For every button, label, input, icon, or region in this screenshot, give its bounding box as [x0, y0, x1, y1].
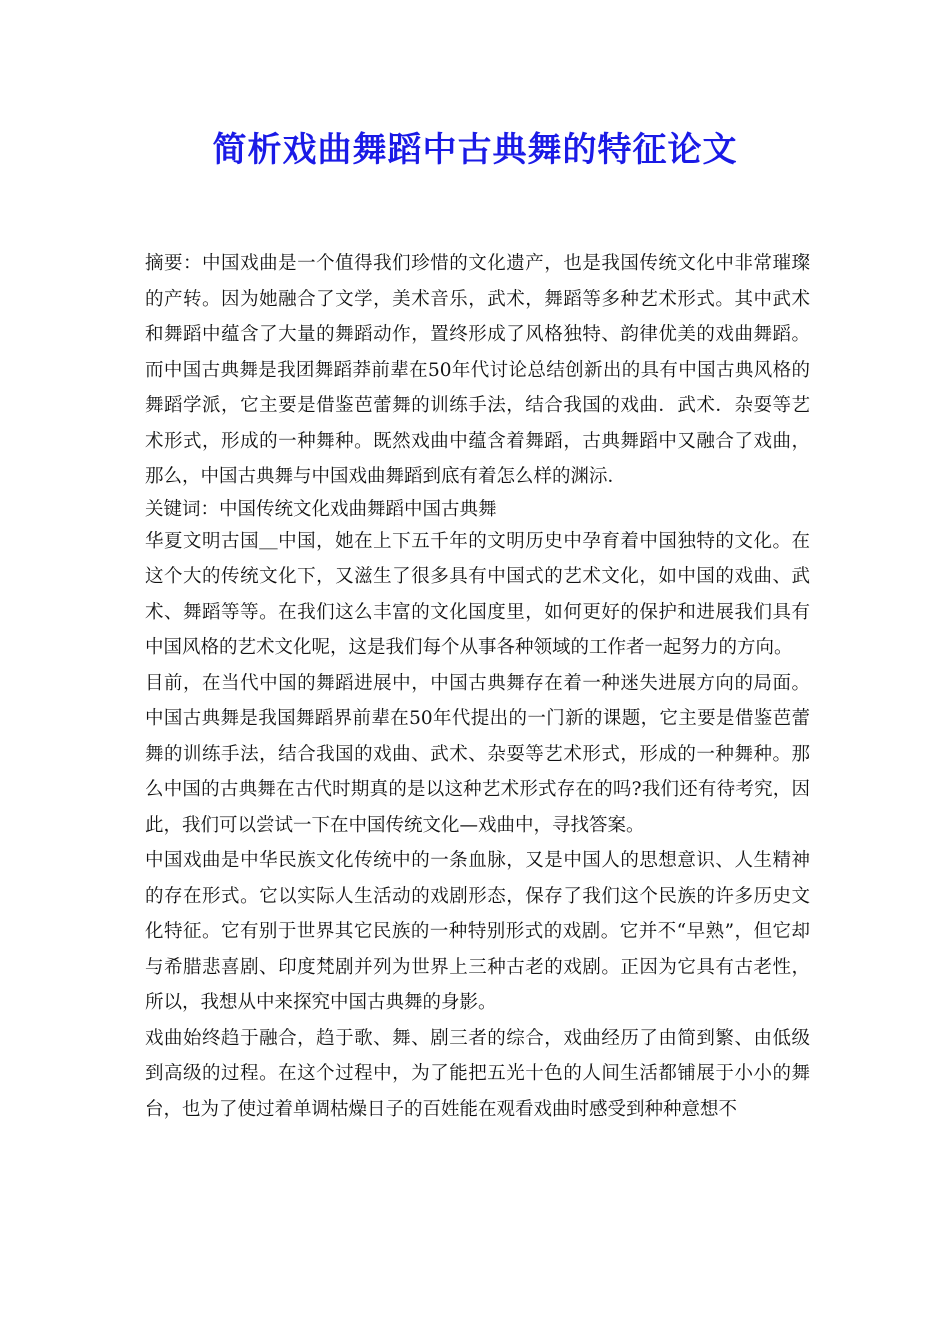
body-paragraph: 中国戏曲是中华民族文化传统中的一条血脉，又是中国人的思想意识、人生精神的存在形式。它以实际人生活动的戏剧形态，保存了我们这个民族的许多历史文化特征。它有别于世界其它民族的一种特别形式的戏剧。它并不“早熟”，但它却与希腊悲喜剧、印度梵剧并列为世界上三种古老的戏剧。正因为它具有古老性，所以，我想从中来探究中国古典舞的身影。 [145, 850, 810, 1013]
abstract-paragraph: 摘要：中国戏曲是一个值得我们珍惜的文化遗产，也是我国传统文化中非常璀璨的产转。因为她融合了文学，美术音乐，武术，舞蹈等多种艺术形式。其中武术和舞蹈中蕴含了大量的舞蹈动作，置终形成了风格独特、韵律优美的戏曲舞蹈。而中国古典舞是我团舞蹈莽前辈在50年代讨论总结创新出的具有中国古典风格的舞蹈学派，它主要是借鉴芭蕾舞的训练手法，结合我国的戏曲．武术．杂耍等艺术形式，形成的一种舞种。既然戏曲中蕴含着舞蹈，古典舞蹈中又融合了戏曲，那么，中国古典舞与中国戏曲舞蹈到底有着怎么样的渊沶． [145, 253, 810, 487]
page-title: 简析戏曲舞蹈中古典舞的特征论文 [212, 130, 738, 170]
body-paragraph: 华夏文明古国＿中国，她在上下五千年的文明历史中孕育着中国独特的文化。在这个大的传统文化下，又滋生了很多具有中国式的艺术文化，如中国的戏曲、武术、舞蹈等等。在我们这么丰富的文化国度里，如何更好的保护和进展我们具有中国风格的艺术文化呢，这是我们每个从事各种领域的工作者一起努力的方向。 [145, 530, 810, 658]
article-body [145, 246, 810, 1127]
body-paragraph: 目前，在当代中国的舞蹈进展中，中国古典舞存在着一种迷失进展方向的局面。中国古典舞是我国舞蹈界前辈在50年代提出的一门新的课题，它主要是借鉴芭蕾舞的训练手法，结合我国的戏曲、武术、杂耍等艺术形式，形成的一种舞种。那么中国的古典舞在古代时期真的是以这种艺术形式存在的吗?我们还有待考究，因此，我们可以尝试一下在中国传统文化—戏曲中，寻找答案。 [145, 672, 810, 836]
body-paragraph: 戏曲始终趋于融合，趋于歌、舞、剧三者的综合，戏曲经历了由简到繁、由低级到高级的过程。在这个过程中，为了能把五光十色的人间生活都铺展于小小的舞台，也为了使过着单调枯燥日子的百姓能在观看戏曲时感受到种种意想不 [145, 1027, 810, 1120]
keywords-line: 关键词：中国传统文化戏曲舞蹈中国古典舞 [145, 498, 497, 520]
